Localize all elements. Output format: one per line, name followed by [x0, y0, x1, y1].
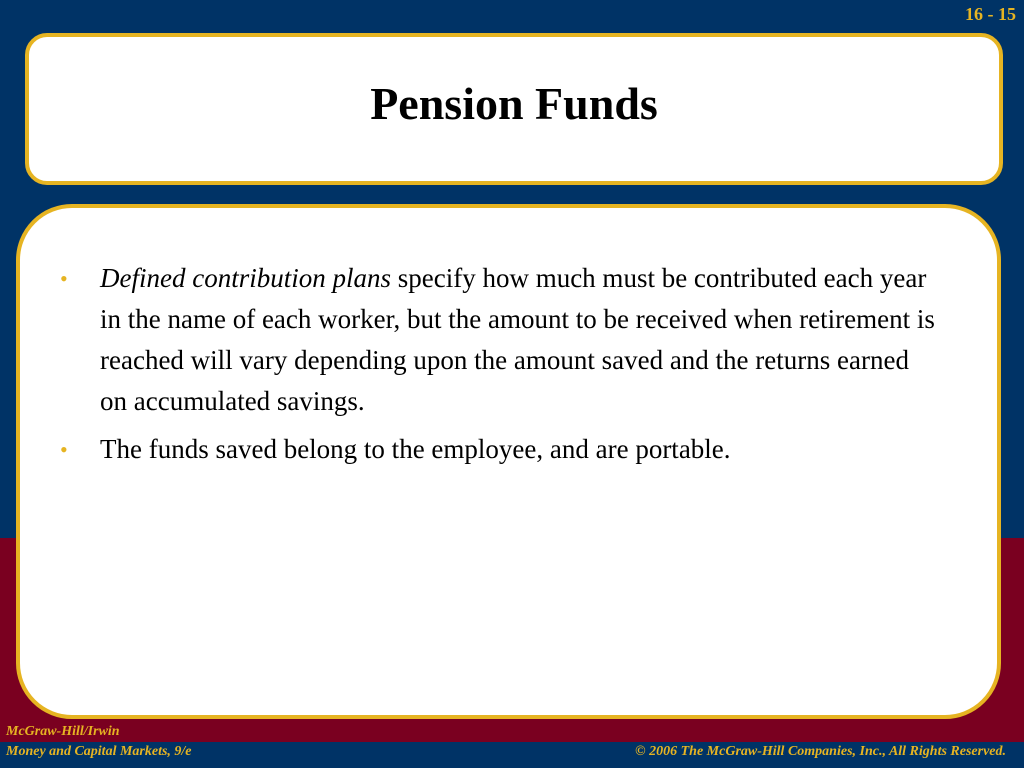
bullet-item-2	[60, 429, 940, 470]
bullet-list	[60, 258, 940, 477]
bullet-icon: •	[60, 437, 68, 462]
footer-publisher: McGraw-Hill/Irwin	[6, 724, 120, 739]
slide-number: 16 - 15	[965, 4, 1016, 24]
footer-left	[6, 722, 192, 762]
bullet-text: The funds saved belong to the employee, and are portable.	[100, 434, 731, 464]
footer-copyright: © 2006 The McGraw-Hill Companies, Inc., All Rights Reserved.	[635, 744, 1006, 759]
title-box	[25, 33, 1003, 185]
slide-title: Pension Funds	[370, 78, 658, 129]
bullet-item-1	[60, 258, 940, 422]
footer-book: Money and Capital Markets, 9/e	[6, 744, 192, 759]
bullet-emphasis: Defined contribution plans	[100, 263, 391, 293]
bullet-icon: •	[60, 266, 68, 291]
bullet-text: specify how much must be contributed each year in the name of each worker, but the amount to be received when retirement is reached will vary depending upon the amount saved and the returns earned on accumulated savings.	[100, 263, 935, 416]
